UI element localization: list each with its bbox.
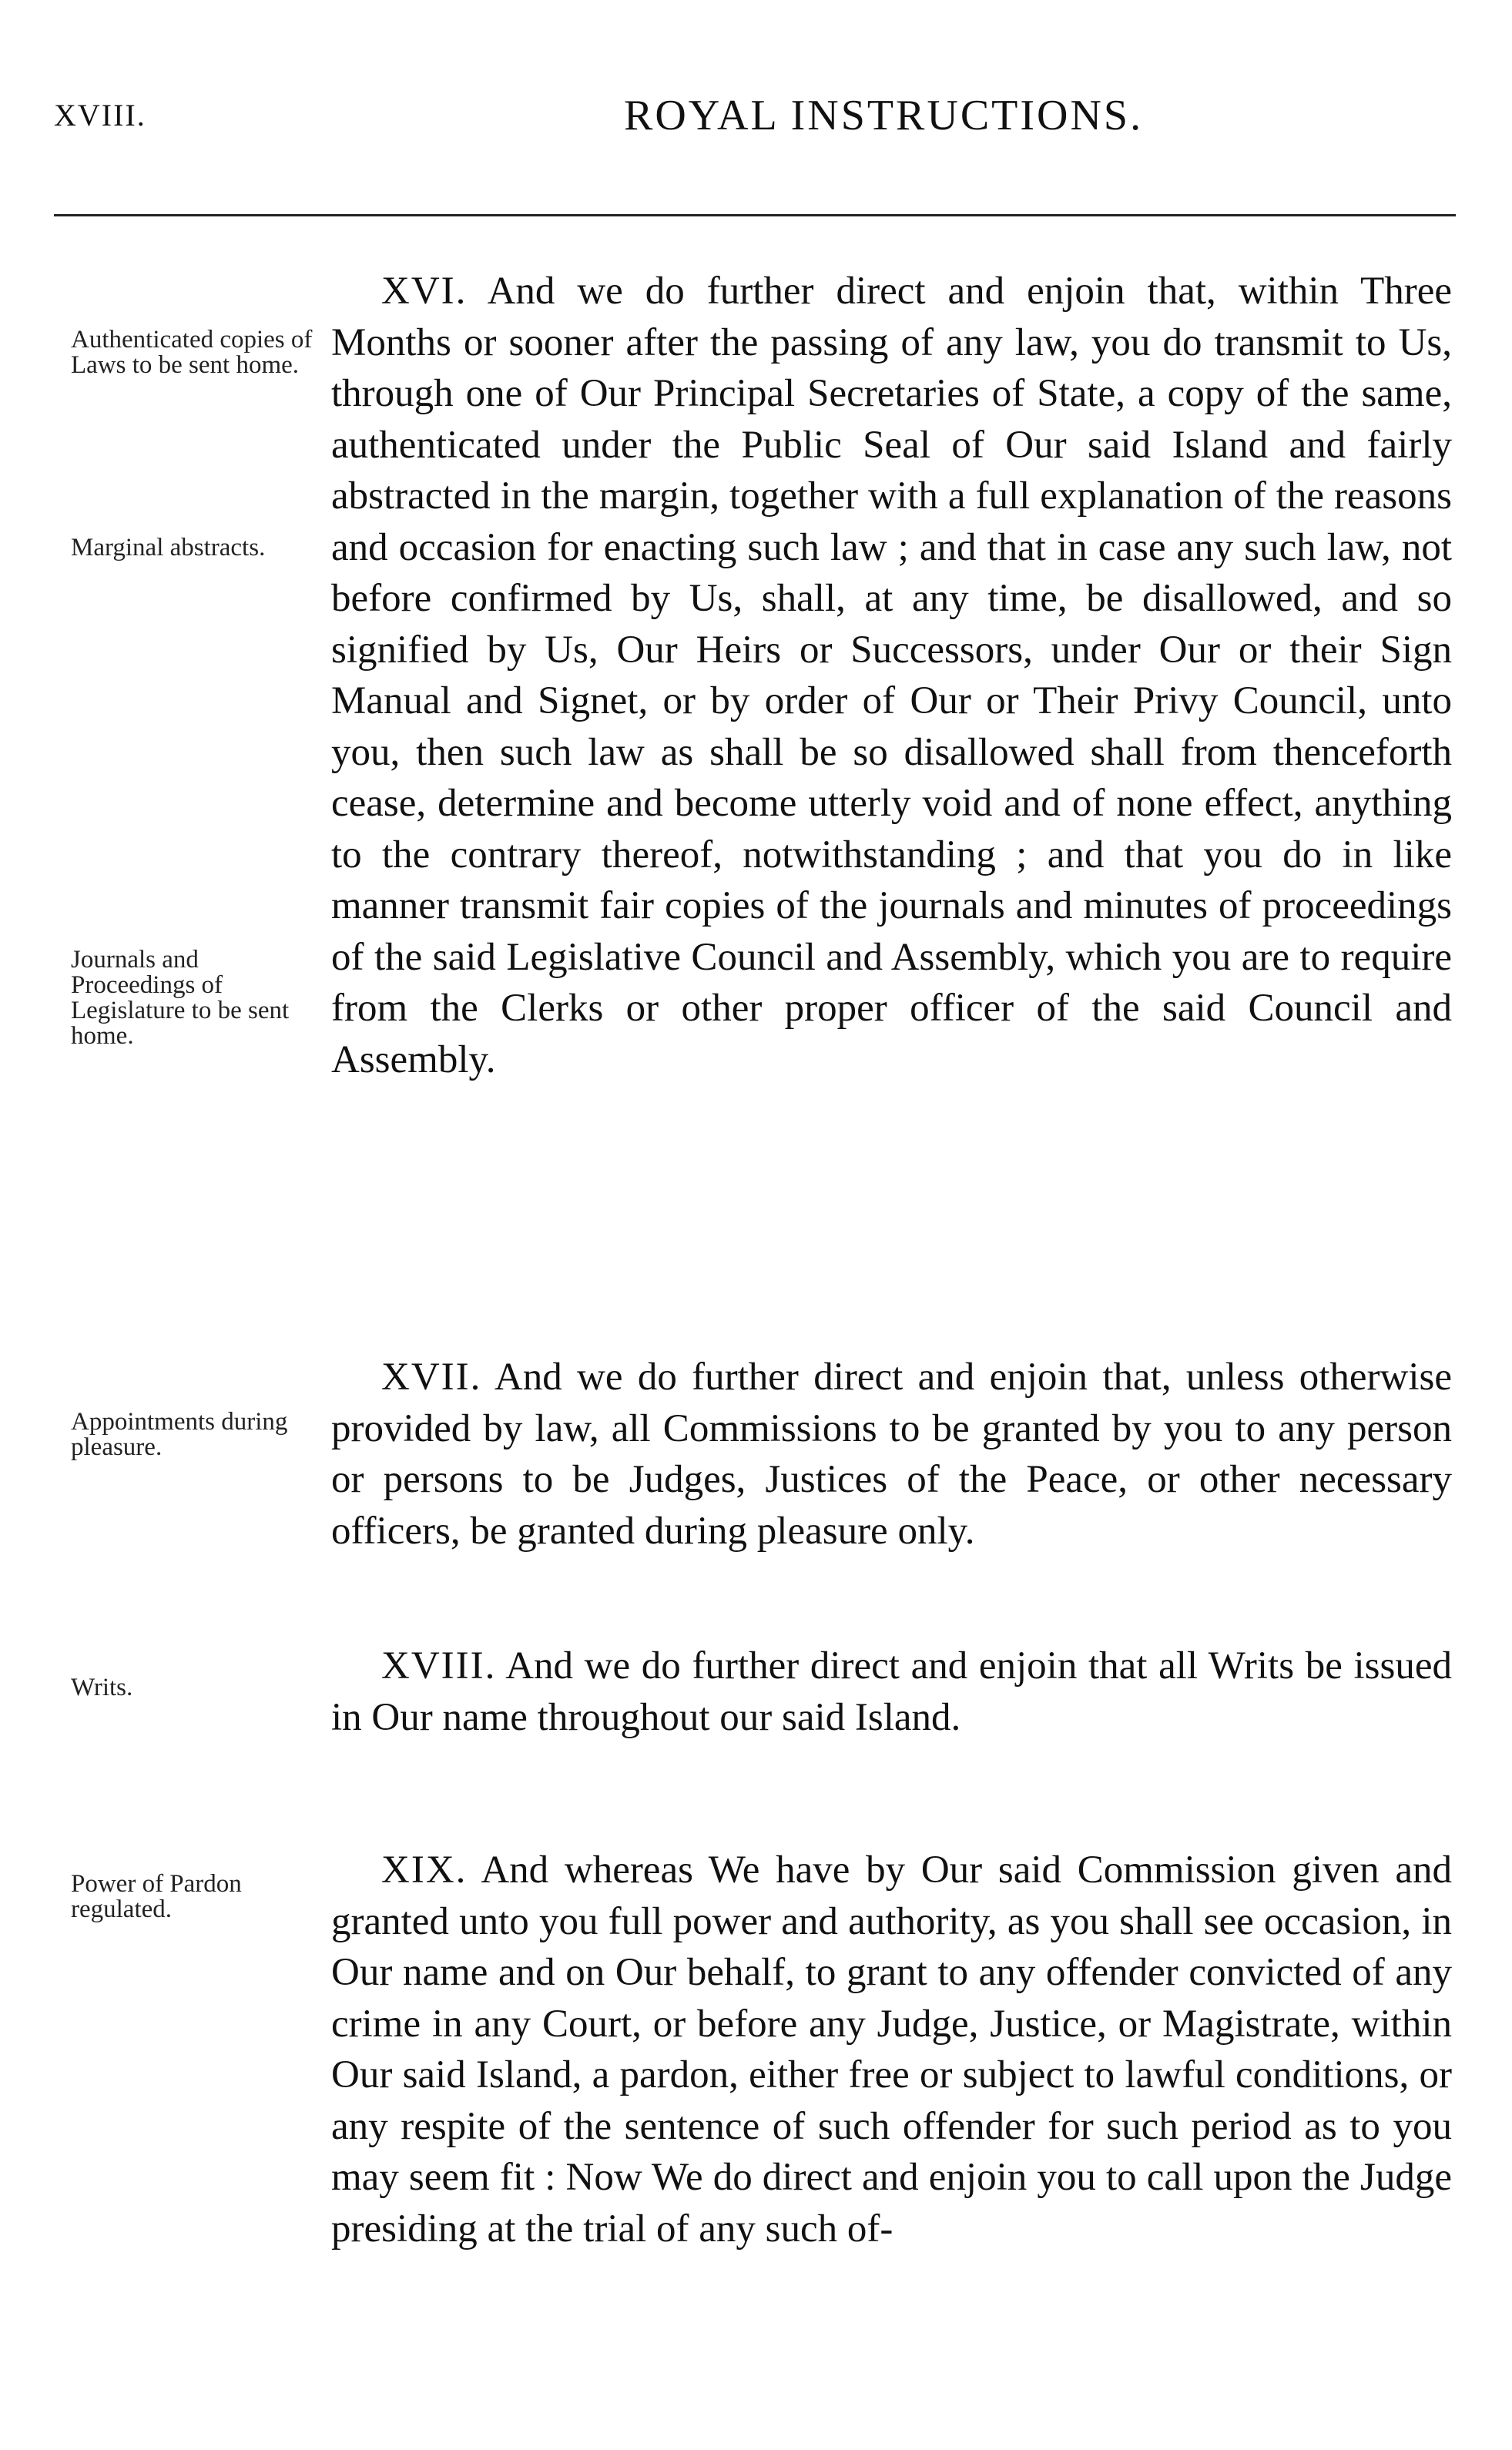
margin-note-authenticated-copies: Authenticated copies of Laws to be sent home. bbox=[71, 326, 313, 379]
section-xvi bbox=[331, 266, 1452, 1085]
margin-note-journals: Journals and Proceedings of Legislature to be sent home. bbox=[71, 946, 290, 1050]
section-number: XVI. bbox=[381, 270, 468, 313]
section-xvii bbox=[331, 1352, 1452, 1557]
section-text: And whereas We have by Our said Commission given and granted unto you full power and authority, as you shall see occasion, in Our name and on Our behalf, to grant to any offender convicted of any crime in any Court, or before any Judge, Justice, or Magistrate, within Our said Island, a pardon, either free or subject to lawful conditions, or any respite of the sentence of such offender for such period as to you may seem fit : Now We do direct and enjoin you to call upon the Judge presiding at the trial of any such of- bbox=[331, 1848, 1452, 2251]
section-text: And we do further direct and enjoin that, unless otherwise provided by law, all Commissions to be granted by you to any person or persons to be Judges, Justices of the Peace, or other necessary officers, be granted during pleasure only. bbox=[331, 1356, 1453, 1553]
section-text: And we do further direct and enjoin that all Writs be issued in Our name throughout our said Island. bbox=[331, 1644, 1452, 1739]
running-title: ROYAL INSTRUCTIONS. bbox=[624, 92, 1144, 139]
section-number: XVIII. bbox=[381, 1644, 497, 1688]
page-header bbox=[54, 91, 1456, 152]
section-number: XIX. bbox=[381, 1848, 468, 1892]
section-number: XVII. bbox=[381, 1356, 482, 1399]
margin-note-marginal-abstracts: Marginal abstracts. bbox=[71, 534, 266, 561]
section-xix bbox=[331, 1845, 1452, 2254]
section-xviii bbox=[331, 1641, 1452, 1743]
page-number: XVIII. bbox=[54, 98, 146, 132]
section-text: And we do further direct and enjoin that, within Three Months or sooner after the passing of any law, you do transmit to Us, through one of Our Principal Secretaries of State, a copy of the same, authenticated under the Public Seal of Our said Island and fairly abstracted in the margin, together with a full explanation of the reasons and occasion for enacting such law ; and that in case any such law, not before confirmed by Us, shall, at any time, be disallowed, and so signified by Us, Our Heirs or Successors, under Our or their Sign Manual and Signet, or by order of Our or Their Privy Council, unto you, then such law as shall be so disallowed shall from thenceforth cease, determine and become utterly void and of none effect, anything to the contrary thereof, notwithstanding ; and that you do in like manner transmit fair copies of the journals and minutes of proceedings of the said Legislative Council and Assembly, which you are to require from the Clerks or other proper officer of the said Council and Assembly. bbox=[331, 270, 1453, 1081]
margin-note-power-of-pardon: Power of Pardon regulated. bbox=[71, 1870, 242, 1923]
margin-note-writs: Writs. bbox=[71, 1674, 133, 1701]
margin-note-appointments: Appointments during pleasure. bbox=[71, 1408, 288, 1461]
header-rule bbox=[54, 214, 1456, 216]
